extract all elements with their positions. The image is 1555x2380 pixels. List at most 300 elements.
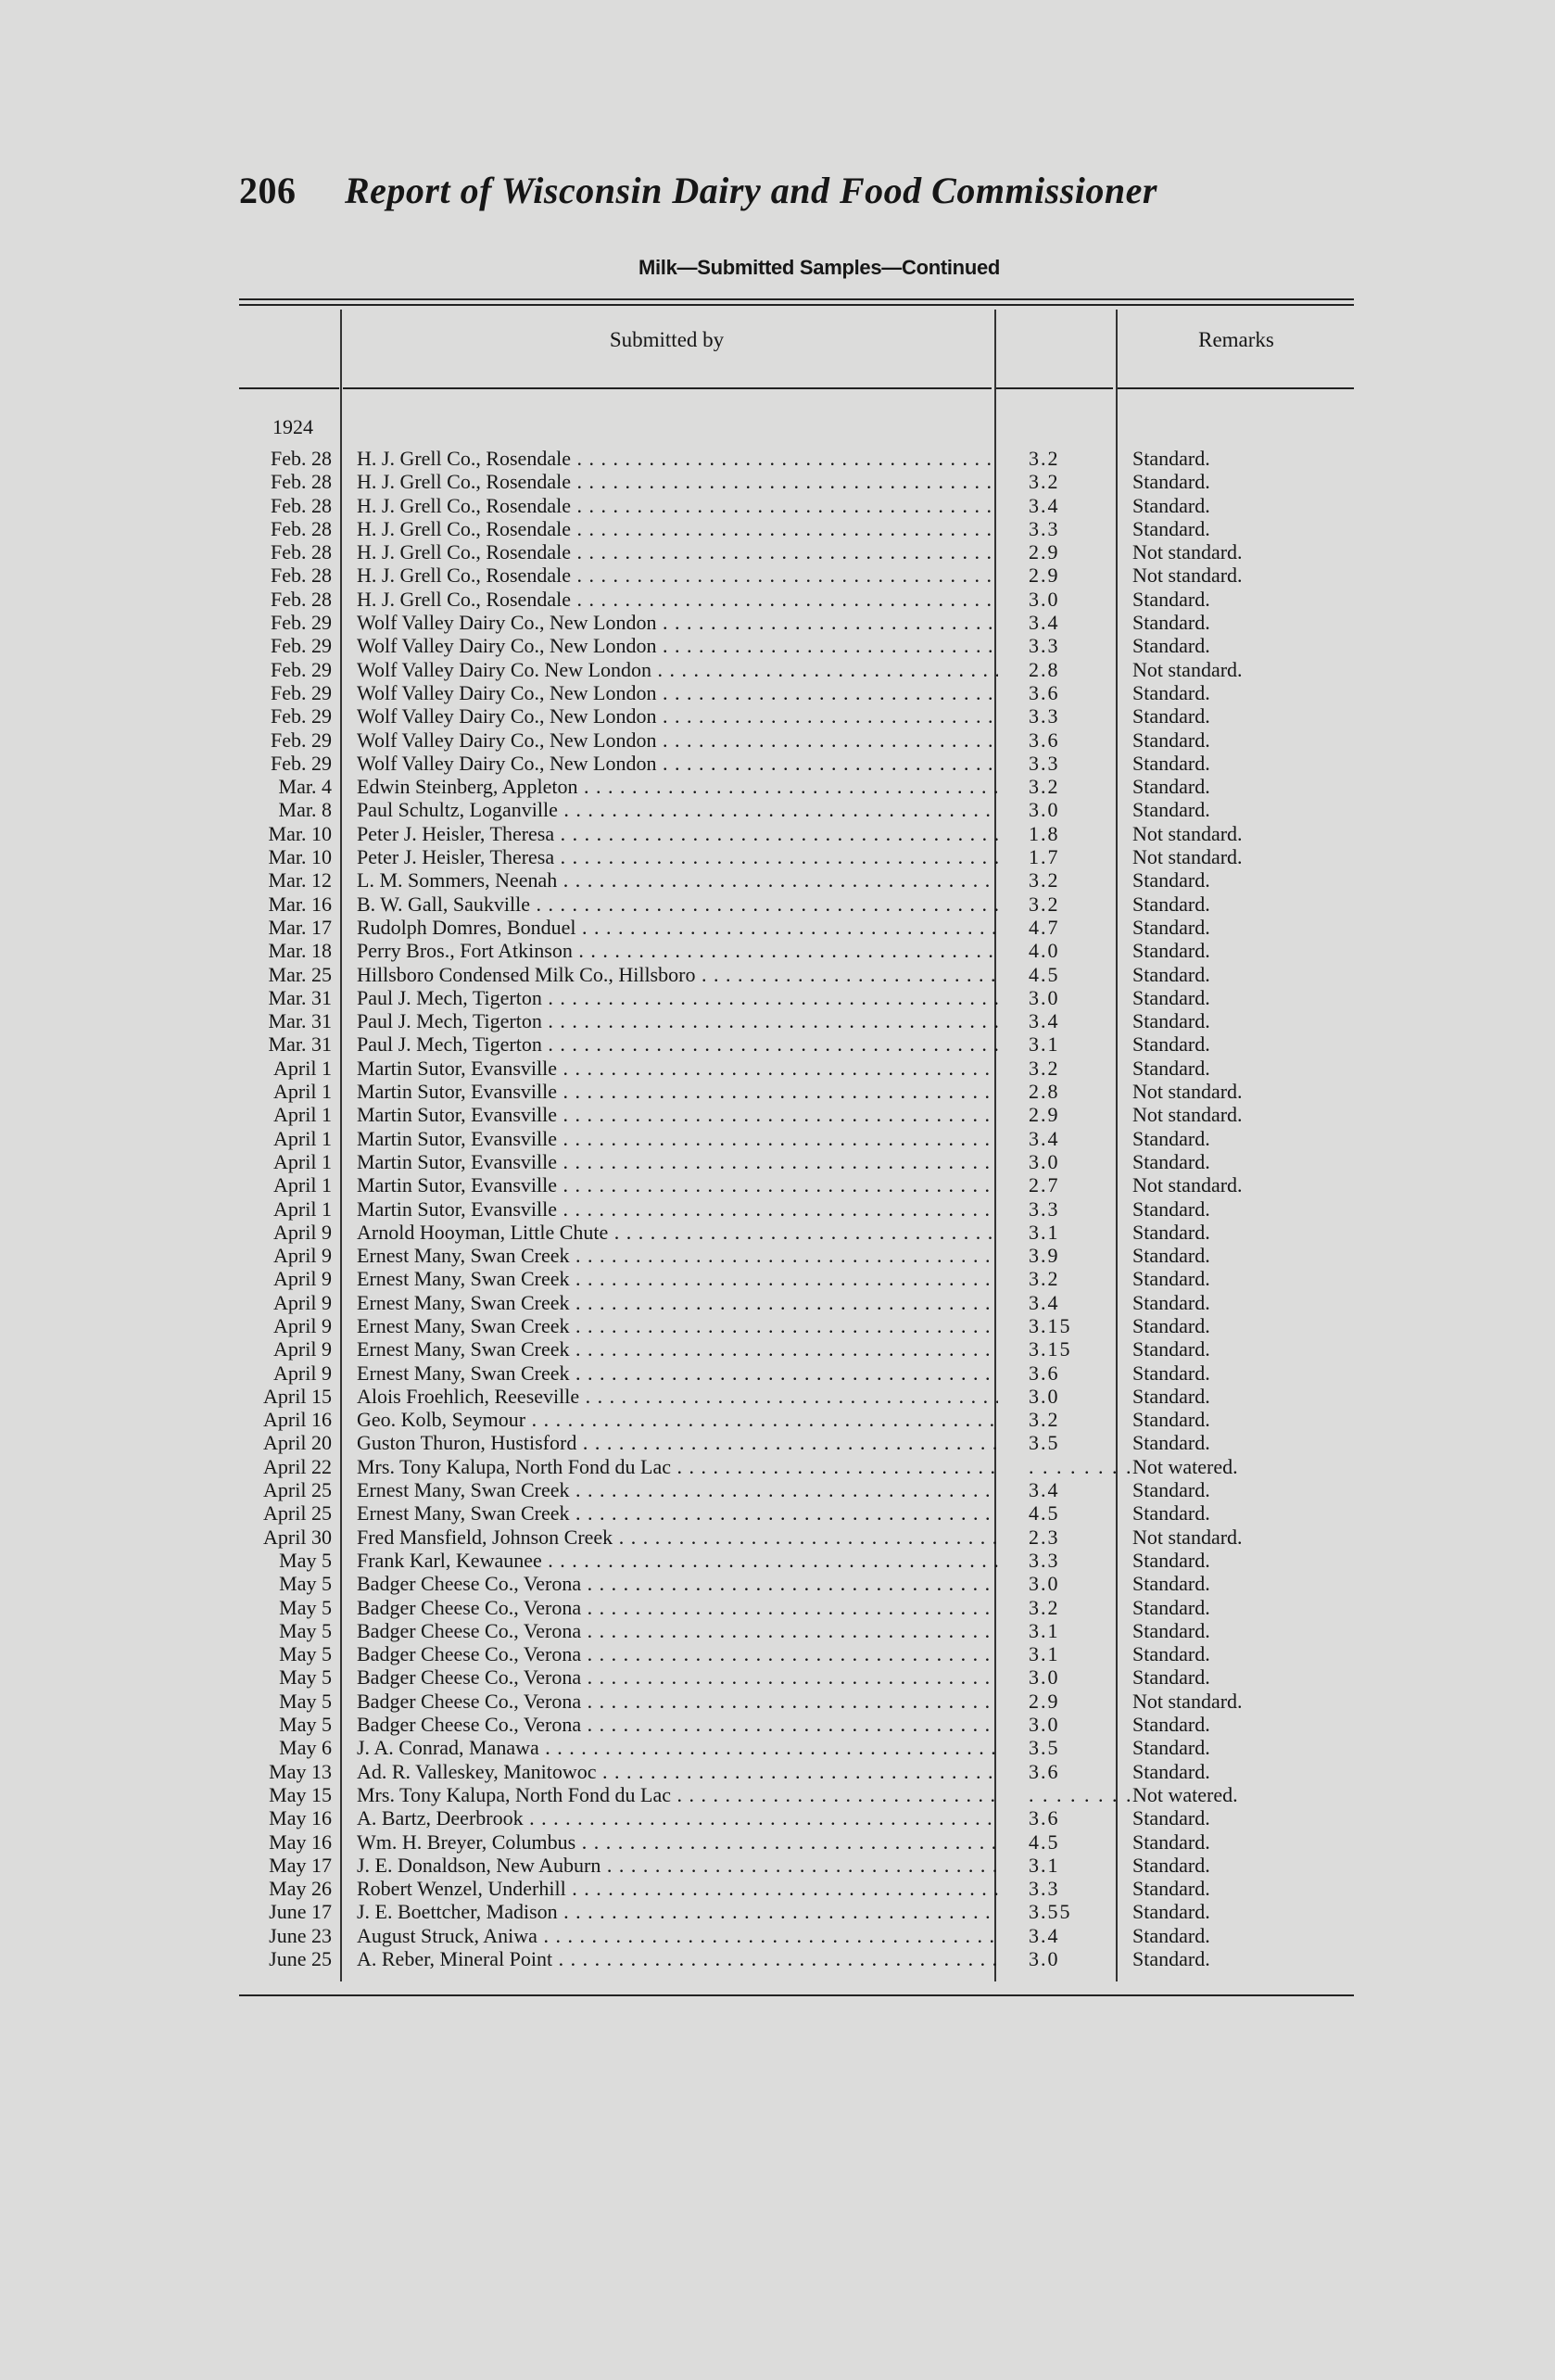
remark-cell: Standard. [1132, 1056, 1210, 1080]
submitted-by-cell: Ad. R. Valleskey, Manitowoc . . . [357, 1760, 998, 1783]
fat-value-cell: 3.0 [1029, 798, 1060, 822]
submitted-by-cell: H. J. Grell Co., Rosendale . . . [357, 447, 998, 470]
submitted-by-cell: Martin Sutor, Evansville . . . [357, 1080, 998, 1103]
fat-value-cell: 3.4 [1029, 1478, 1060, 1502]
table-row [0, 1760, 1555, 1783]
table-row [0, 517, 1555, 540]
date-cell: April 9 [273, 1244, 332, 1268]
date-cell: April 1 [273, 1103, 332, 1127]
table-row [0, 1642, 1555, 1665]
table-row [0, 752, 1555, 775]
table-row [0, 704, 1555, 728]
date-cell: April 30 [263, 1525, 332, 1549]
remark-cell: Standard. [1132, 868, 1210, 892]
fat-value-cell: 3.0 [1029, 1713, 1060, 1737]
fat-value-cell: 3.4 [1029, 493, 1060, 517]
date-cell: April 9 [273, 1290, 332, 1314]
fat-value-cell: 3.2 [1029, 775, 1060, 799]
table-row [0, 1385, 1555, 1408]
table-row [0, 963, 1555, 986]
submitted-by-cell: Martin Sutor, Evansville . . . [357, 1057, 998, 1080]
date-cell: April 25 [263, 1478, 332, 1502]
fat-value-cell: 1.7 [1029, 845, 1060, 869]
submitted-by-cell: Martin Sutor, Evansville . . . [357, 1150, 998, 1173]
remark-cell: Standard. [1132, 939, 1210, 963]
date-cell: April 1 [273, 1149, 332, 1173]
submitted-by-cell: Guston Thuron, Hustisford . . . [357, 1431, 998, 1454]
table-row [0, 1549, 1555, 1572]
date-cell: May 16 [269, 1829, 332, 1854]
fat-value-cell: 3.0 [1029, 985, 1060, 1009]
fat-value-cell: 3.2 [1029, 892, 1060, 916]
submitted-by-cell: Badger Cheese Co., Verona . . . [357, 1642, 998, 1665]
fat-value-cell: 4.0 [1029, 939, 1060, 963]
fat-value-cell: 3.1 [1029, 1853, 1060, 1877]
table-row [0, 681, 1555, 704]
submitted-by-cell: Paul J. Mech, Tigerton . . . [357, 1032, 998, 1056]
remark-cell: Standard. [1132, 1548, 1210, 1572]
date-cell: April 9 [273, 1313, 332, 1337]
submitted-by-cell: Martin Sutor, Evansville . . . [357, 1197, 998, 1221]
date-cell: Feb. 28 [271, 447, 332, 470]
date-cell: Feb. 28 [271, 470, 332, 494]
submitted-by-cell: Edwin Steinberg, Appleton . . . [357, 775, 998, 798]
fat-value-cell: 2.7 [1029, 1173, 1060, 1197]
date-cell: Feb. 29 [271, 751, 332, 775]
table-row [0, 1009, 1555, 1032]
table-row [0, 1572, 1555, 1595]
date-cell: April 1 [273, 1173, 332, 1197]
remark-cell: Standard. [1132, 775, 1210, 799]
column-header-remarks: Remarks [1198, 328, 1274, 351]
remark-cell: Standard. [1132, 1642, 1210, 1666]
remark-cell: Standard. [1132, 1220, 1210, 1244]
submitted-by-cell: Badger Cheese Co., Verona . . . [357, 1713, 998, 1736]
table-row [0, 1947, 1555, 1970]
header-underline-date [239, 387, 339, 389]
date-cell: Mar. 10 [268, 845, 332, 869]
table-row [0, 1337, 1555, 1361]
fat-value-cell: 3.2 [1029, 1408, 1060, 1432]
submitted-by-cell: J. A. Conrad, Manawa . . . [357, 1736, 998, 1759]
date-cell: May 5 [279, 1595, 332, 1619]
remark-cell: Standard. [1132, 1431, 1210, 1455]
date-cell: May 5 [279, 1689, 332, 1713]
table-row [0, 1596, 1555, 1619]
submitted-by-cell: Ernest Many, Swan Creek . . . [357, 1267, 998, 1290]
date-cell: Mar. 31 [268, 985, 332, 1009]
date-cell: Mar. 4 [278, 775, 332, 799]
date-cell: Feb. 29 [271, 634, 332, 658]
table-row [0, 892, 1555, 916]
fat-value-cell: 3.1 [1029, 1032, 1060, 1057]
remark-cell: Standard. [1132, 611, 1210, 635]
date-cell: Feb. 28 [271, 587, 332, 611]
submitted-by-cell: J. E. Donaldson, New Auburn . . . [357, 1854, 998, 1877]
date-cell: April 1 [273, 1080, 332, 1104]
submitted-by-cell: Martin Sutor, Evansville . . . [357, 1173, 998, 1196]
fat-value-cell: 3.4 [1029, 611, 1060, 635]
remark-cell: Not standard. [1132, 563, 1243, 588]
date-cell: May 5 [279, 1665, 332, 1690]
date-cell: April 15 [263, 1384, 332, 1408]
submitted-by-cell: Ernest Many, Swan Creek . . . [357, 1291, 998, 1314]
remark-cell: Standard. [1132, 1595, 1210, 1619]
remark-cell: Standard. [1132, 470, 1210, 494]
fat-value-cell: 3.0 [1029, 1384, 1060, 1408]
fat-value-cell: 2.9 [1029, 1689, 1060, 1713]
table-row [0, 1525, 1555, 1549]
remark-cell: Standard. [1132, 1267, 1210, 1291]
submitted-by-cell: Ernest Many, Swan Creek . . . [357, 1314, 998, 1337]
table-row [0, 845, 1555, 868]
remark-cell: Standard. [1132, 1923, 1210, 1947]
submitted-by-cell: Badger Cheese Co., Verona . . . [357, 1619, 998, 1642]
fat-value-cell: 3.1 [1029, 1618, 1060, 1642]
table-row [0, 798, 1555, 821]
fat-value-cell: 3.2 [1029, 1595, 1060, 1619]
fat-value-cell: 3.0 [1029, 1572, 1060, 1596]
table-row [0, 1291, 1555, 1314]
table-row [0, 1221, 1555, 1244]
remark-cell: Standard. [1132, 798, 1210, 822]
submitted-by-cell: Paul J. Mech, Tigerton . . . [357, 1009, 998, 1032]
submitted-by-cell: Ernest Many, Swan Creek . . . [357, 1337, 998, 1361]
table-top-rule [239, 298, 1354, 300]
table-bottom-rule [239, 1994, 1354, 1996]
fat-value-cell: 3.2 [1029, 470, 1060, 494]
submitted-by-cell: Hillsboro Condensed Milk Co., Hillsboro . . . [357, 963, 998, 986]
running-title: Report of Wisconsin Dairy and Food Commissioner [345, 170, 1157, 211]
submitted-by-cell: Badger Cheese Co., Verona . . . [357, 1572, 998, 1595]
submitted-by-cell: A. Reber, Mineral Point . . . [357, 1947, 998, 1970]
remark-cell: Standard. [1132, 1244, 1210, 1268]
date-cell: Mar. 18 [268, 939, 332, 963]
fat-value-cell: 2.8 [1029, 1080, 1060, 1104]
fat-value-cell: 3.6 [1029, 1759, 1060, 1783]
submitted-by-cell: Mrs. Tony Kalupa, North Fond du Lac . . . [357, 1455, 998, 1478]
date-cell: May 16 [269, 1806, 332, 1830]
submitted-by-cell: Wolf Valley Dairy Co., New London . . . [357, 752, 998, 775]
table-row [0, 1127, 1555, 1150]
submitted-by-cell: Wm. H. Breyer, Columbus . . . [357, 1830, 998, 1854]
date-cell: May 6 [279, 1736, 332, 1760]
table-row [0, 1197, 1555, 1221]
table-row [0, 1665, 1555, 1689]
remark-cell: Standard. [1132, 1313, 1210, 1337]
fat-value-cell: 4.5 [1029, 1501, 1060, 1525]
fat-value-cell: 2.8 [1029, 657, 1060, 681]
submitted-by-cell: A. Bartz, Deerbrook . . . [357, 1806, 998, 1829]
submitted-by-cell: H. J. Grell Co., Rosendale . . . [357, 563, 998, 587]
table-row [0, 1080, 1555, 1103]
date-cell: Mar. 31 [268, 1032, 332, 1057]
table-row [0, 1900, 1555, 1923]
submitted-by-cell: B. W. Gall, Saukville . . . [357, 892, 998, 916]
date-cell: May 5 [279, 1642, 332, 1666]
date-cell: April 20 [263, 1431, 332, 1455]
remark-cell: Standard. [1132, 1759, 1210, 1783]
table-row [0, 1103, 1555, 1126]
table-row [0, 494, 1555, 517]
remark-cell: Standard. [1132, 516, 1210, 540]
fat-value-cell: 3.6 [1029, 728, 1060, 752]
submitted-by-cell: H. J. Grell Co., Rosendale . . . [357, 470, 998, 493]
submitted-by-cell: Martin Sutor, Evansville . . . [357, 1127, 998, 1150]
table-row [0, 1173, 1555, 1196]
fat-value-cell: 3.6 [1029, 1806, 1060, 1830]
table-row [0, 563, 1555, 587]
table-row [0, 868, 1555, 892]
remark-cell: Standard. [1132, 985, 1210, 1009]
submitted-by-cell: Alois Froehlich, Reeseville . . . [357, 1385, 998, 1408]
fat-value-cell: 3.0 [1029, 1665, 1060, 1690]
fat-value-cell: 3.55 [1029, 1900, 1072, 1924]
remark-cell: Not standard. [1132, 1689, 1243, 1713]
fat-value-cell: 3.15 [1029, 1337, 1072, 1361]
date-cell: April 1 [273, 1196, 332, 1221]
fat-value-cell: 4.7 [1029, 915, 1060, 939]
fat-value-cell: 2.3 [1029, 1525, 1060, 1549]
fat-value-cell: 3.5 [1029, 1736, 1060, 1760]
fat-value-cell: 3.3 [1029, 704, 1060, 728]
remark-cell: Standard. [1132, 915, 1210, 939]
date-cell: April 9 [273, 1361, 332, 1385]
table-row [0, 634, 1555, 657]
remark-cell: Standard. [1132, 680, 1210, 704]
submitted-by-cell: Wolf Valley Dairy Co., New London . . . [357, 634, 998, 657]
fat-value-cell: 3.4 [1029, 1923, 1060, 1947]
date-cell: April 9 [273, 1267, 332, 1291]
table-row [0, 728, 1555, 752]
remark-cell: Standard. [1132, 1853, 1210, 1877]
table-row [0, 1408, 1555, 1431]
date-cell: Feb. 28 [271, 540, 332, 564]
submitted-by-cell: H. J. Grell Co., Rosendale . . . [357, 588, 998, 611]
submitted-by-cell: H. J. Grell Co., Rosendale . . . [357, 494, 998, 517]
remark-cell: Standard. [1132, 1665, 1210, 1690]
remark-cell: Standard. [1132, 1900, 1210, 1924]
table-row [0, 1314, 1555, 1337]
fat-value-cell: 3.3 [1029, 634, 1060, 658]
fat-value-cell: 3.0 [1029, 1947, 1060, 1970]
date-cell: May 26 [269, 1877, 332, 1901]
remark-cell: Standard. [1132, 1501, 1210, 1525]
submitted-by-cell: Wolf Valley Dairy Co. New London . . . [357, 658, 998, 681]
submitted-by-cell: Geo. Kolb, Seymour . . . [357, 1408, 998, 1431]
submitted-by-cell: Peter J. Heisler, Theresa . . . [357, 822, 998, 845]
table-row [0, 1267, 1555, 1290]
remark-cell: Not watered. [1132, 1454, 1238, 1478]
date-cell: Feb. 29 [271, 611, 332, 635]
submitted-by-cell: Wolf Valley Dairy Co., New London . . . [357, 728, 998, 752]
remark-cell: Standard. [1132, 1736, 1210, 1760]
table-row [0, 822, 1555, 845]
table-row [0, 1854, 1555, 1877]
fat-value-cell: 4.5 [1029, 962, 1060, 986]
remark-cell: Standard. [1132, 1877, 1210, 1901]
remark-cell: Standard. [1132, 447, 1210, 470]
table-row [0, 1806, 1555, 1829]
table-row [0, 1924, 1555, 1947]
date-cell: Mar. 31 [268, 1009, 332, 1033]
table-row [0, 1455, 1555, 1478]
date-cell: April 9 [273, 1220, 332, 1244]
fat-value-cell: 3.0 [1029, 1149, 1060, 1173]
remark-cell: Standard. [1132, 1618, 1210, 1642]
submitted-by-cell: Arnold Hooyman, Little Chute . . . [357, 1221, 998, 1244]
remark-cell: Standard. [1132, 1009, 1210, 1033]
table-row [0, 1431, 1555, 1454]
date-cell: Feb. 29 [271, 657, 332, 681]
table-row [0, 1244, 1555, 1267]
submitted-by-cell: Paul Schultz, Loganville . . . [357, 798, 998, 821]
fat-value-cell: 3.5 [1029, 1431, 1060, 1455]
remark-cell: Standard. [1132, 892, 1210, 916]
table-row [0, 775, 1555, 798]
submitted-by-cell: Ernest Many, Swan Creek . . . [357, 1478, 998, 1501]
submitted-by-cell: Perry Bros., Fort Atkinson . . . [357, 939, 998, 962]
page-header [239, 169, 1157, 212]
submitted-by-cell: L. M. Sommers, Neenah . . . [357, 868, 998, 892]
submitted-by-cell: Rudolph Domres, Bonduel . . . [357, 916, 998, 939]
fat-value-cell: 3.2 [1029, 1056, 1060, 1080]
fat-value-cell: 3.1 [1029, 1220, 1060, 1244]
table-body [0, 447, 1555, 1970]
table-row [0, 1478, 1555, 1501]
column-header-submitted-by: Submitted by [609, 328, 725, 351]
fat-value-cell: 4.5 [1029, 1829, 1060, 1854]
remark-cell: Standard. [1132, 1713, 1210, 1737]
remark-cell: Standard. [1132, 751, 1210, 775]
table-row [0, 916, 1555, 939]
date-cell: April 16 [263, 1408, 332, 1432]
table-row [0, 1713, 1555, 1736]
table-row [0, 658, 1555, 681]
remark-cell: Standard. [1132, 1032, 1210, 1057]
submitted-by-cell: Peter J. Heisler, Theresa . . . [357, 845, 998, 868]
fat-value-cell: 3.1 [1029, 1642, 1060, 1666]
remark-cell: Not standard. [1132, 540, 1243, 564]
remark-cell: Standard. [1132, 1806, 1210, 1830]
date-cell: Feb. 29 [271, 704, 332, 728]
submitted-by-cell: Mrs. Tony Kalupa, North Fond du Lac . . . [357, 1783, 998, 1806]
remark-cell: Standard. [1132, 1572, 1210, 1596]
date-cell: May 5 [279, 1713, 332, 1737]
page-number: 206 [239, 170, 297, 211]
table-row [0, 1736, 1555, 1759]
fat-value-cell: 3.6 [1029, 1361, 1060, 1385]
remark-cell: Standard. [1132, 493, 1210, 517]
table-row [0, 986, 1555, 1009]
table-row [0, 1619, 1555, 1642]
remark-cell: Standard. [1132, 1384, 1210, 1408]
fat-value-cell: . . . . . . . . [1029, 1454, 1133, 1478]
fat-value-cell: 3.2 [1029, 868, 1060, 892]
date-cell: May 17 [269, 1853, 332, 1877]
date-cell: May 15 [269, 1782, 332, 1806]
fat-value-cell: 3.0 [1029, 587, 1060, 611]
fat-value-cell: 3.6 [1029, 680, 1060, 704]
date-cell: June 17 [269, 1900, 332, 1924]
submitted-by-cell: Wolf Valley Dairy Co., New London . . . [357, 681, 998, 704]
date-cell: Feb. 28 [271, 563, 332, 588]
date-cell: April 9 [273, 1337, 332, 1361]
remark-cell: Standard. [1132, 587, 1210, 611]
remark-cell: Not standard. [1132, 821, 1243, 845]
date-cell: Feb. 29 [271, 728, 332, 752]
table-row [0, 1501, 1555, 1525]
submitted-by-cell: Ernest Many, Swan Creek . . . [357, 1361, 998, 1385]
fat-value-cell: 3.4 [1029, 1290, 1060, 1314]
submitted-by-cell: Paul J. Mech, Tigerton . . . [357, 986, 998, 1009]
remark-cell: Not standard. [1132, 845, 1243, 869]
date-cell: June 25 [269, 1947, 332, 1970]
date-cell: Mar. 25 [268, 962, 332, 986]
header-underline-submitted-by [343, 387, 992, 389]
year-label: 1924 [272, 415, 313, 438]
date-cell: April 1 [273, 1056, 332, 1080]
fat-value-cell: 3.2 [1029, 1267, 1060, 1291]
date-cell: May 5 [279, 1548, 332, 1572]
fat-value-cell: 3.3 [1029, 751, 1060, 775]
table-row [0, 1032, 1555, 1056]
submitted-by-cell: Badger Cheese Co., Verona . . . [357, 1596, 998, 1619]
fat-value-cell: 2.9 [1029, 1103, 1060, 1127]
date-cell: Mar. 17 [268, 915, 332, 939]
remark-cell: Not watered. [1132, 1782, 1238, 1806]
table-row [0, 588, 1555, 611]
remark-cell: Not standard. [1132, 1525, 1243, 1549]
date-cell: Mar. 10 [268, 821, 332, 845]
submitted-by-cell: Robert Wenzel, Underhill . . . [357, 1877, 998, 1900]
table-row [0, 611, 1555, 634]
fat-value-cell: 3.3 [1029, 1196, 1060, 1221]
date-cell: April 1 [273, 1126, 332, 1150]
remark-cell: Standard. [1132, 634, 1210, 658]
date-cell: Mar. 8 [278, 798, 332, 822]
table-row [0, 939, 1555, 962]
submitted-by-cell: Badger Cheese Co., Verona . . . [357, 1690, 998, 1713]
table-row [0, 1690, 1555, 1713]
remark-cell: Standard. [1132, 1408, 1210, 1432]
remark-cell: Not standard. [1132, 1080, 1243, 1104]
remark-cell: Standard. [1132, 704, 1210, 728]
date-cell: Feb. 29 [271, 680, 332, 704]
remark-cell: Standard. [1132, 1196, 1210, 1221]
remark-cell: Standard. [1132, 1149, 1210, 1173]
fat-value-cell: 3.15 [1029, 1313, 1072, 1337]
remark-cell: Standard. [1132, 728, 1210, 752]
fat-value-cell: . . . . . . . . [1029, 1782, 1133, 1806]
table-row [0, 1150, 1555, 1173]
fat-value-cell: 3.9 [1029, 1244, 1060, 1268]
fat-value-cell: 3.3 [1029, 1877, 1060, 1901]
fat-value-cell: 3.4 [1029, 1009, 1060, 1033]
fat-value-cell: 1.8 [1029, 821, 1060, 845]
submitted-by-cell: Wolf Valley Dairy Co., New London . . . [357, 611, 998, 634]
submitted-by-cell: H. J. Grell Co., Rosendale . . . [357, 540, 998, 563]
table-row [0, 1361, 1555, 1385]
remark-cell: Standard. [1132, 962, 1210, 986]
date-cell: April 22 [263, 1454, 332, 1478]
date-cell: May 5 [279, 1618, 332, 1642]
date-cell: Feb. 28 [271, 493, 332, 517]
submitted-by-cell: H. J. Grell Co., Rosendale . . . [357, 517, 998, 540]
table-row [0, 1877, 1555, 1900]
submitted-by-cell: Ernest Many, Swan Creek . . . [357, 1501, 998, 1525]
date-cell: Feb. 28 [271, 516, 332, 540]
